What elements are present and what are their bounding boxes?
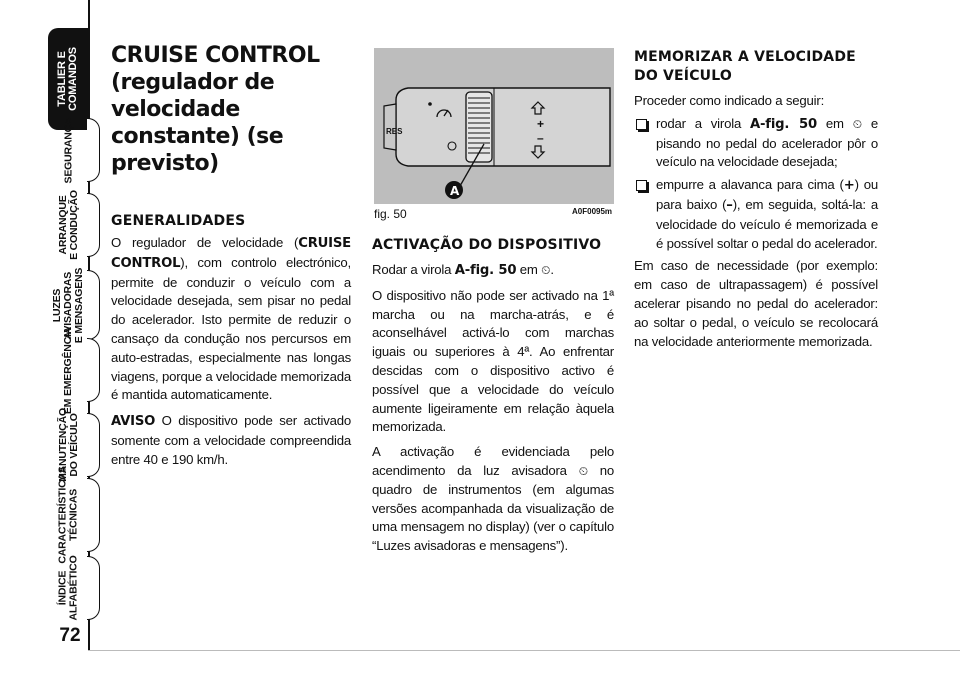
generalidades-section	[111, 212, 351, 470]
cruise-control-icon: ⏲	[541, 263, 551, 277]
text-run: O regulador de velocidade (	[111, 235, 299, 250]
aviso-label: AVISO	[111, 414, 156, 430]
text-run: rodar a virola	[656, 115, 750, 131]
tab-seguranca[interactable]	[50, 110, 88, 190]
fig-reference: A-fig. 50	[454, 263, 517, 278]
callout-a-label: A	[450, 184, 460, 198]
res-label: RES	[386, 127, 403, 136]
fig-reference: A-fig. 50	[750, 116, 817, 132]
figure-cruise-control-lever	[374, 48, 614, 204]
on-position-dot	[428, 102, 432, 106]
tab-label: EM EMERGÊNCIA	[62, 326, 75, 414]
memorizar-final-paragraph: Em caso de necessidade (por exemplo: em caso de ultrapassagem) é possível acelerar pisando no pedal do acelerador: ao soltar o pedal, o veículo se recolocará na velocidade anteriormente memorizada.	[634, 258, 878, 349]
tab-label: LUZES AVISADORAS E MENSAGENS	[51, 267, 86, 343]
page-title: CRUISE CONTROL (regulador de velocidade constante) (se previsto)	[111, 43, 320, 176]
aviso-paragraph	[111, 412, 351, 469]
plus-symbol: +	[843, 178, 855, 194]
text-run: A activação é evidenciada pelo acendimento da luz avisadora	[372, 444, 614, 478]
cruise-control-icon: ⏲	[852, 116, 862, 131]
activacao-paragraph-2: O dispositivo não pode ser activado na 1ª marcha ou na marcha-atrás, e é aconselhável activá-lo com marchas iguais ou superiores à 4ª. Ao enfrentar descidas com o dispositivo activo é possível que a velocidade do veículo aumente ligeiramente em relação àquela memorizada.	[372, 287, 614, 435]
memorizar-steps	[634, 115, 878, 254]
text-run: ), com controlo electrónico, permite de conduzir o veículo com a velocidade desejada, sem pisar no pedal do acelerador. Isto permite de reduzir o cansaço da condução nos percursos em auto-estradas, especialmente nas longas viagens, porque a velocidade memorizada é mantida automaticamente.	[111, 254, 351, 403]
section-heading: ACTIVAÇÃO DO DISPOSITIVO	[372, 237, 602, 253]
cruise-control-bold: CRUISE CONTROL	[111, 236, 351, 271]
activacao-paragraph-1	[372, 261, 614, 281]
text-run: em	[817, 115, 844, 131]
list-item	[634, 115, 878, 172]
text-run: ) ou para baixo (	[656, 177, 878, 212]
footer-rule	[88, 650, 960, 651]
bullet-box-icon	[636, 119, 647, 130]
list-item	[634, 176, 878, 253]
tab-label: TABLIER E COMANDOS	[56, 47, 80, 111]
text-run: O dispositivo pode ser activado somente com a velocidade compreendida entre 40 e 190 km/h.	[111, 413, 351, 467]
lever-body	[396, 88, 610, 166]
generalidades-paragraph	[111, 234, 351, 405]
activacao-section	[372, 236, 614, 556]
cruise-control-icon: ⏲	[578, 463, 588, 478]
tab-label: ÍNDICE ALFABÉTICO	[57, 555, 80, 621]
figure-code: A0F0095m	[572, 207, 613, 216]
memorizar-section	[634, 48, 878, 351]
tab-label: CARACTERÍSTICAS TÉCNICAS	[57, 466, 80, 564]
figure-caption: fig. 50	[374, 207, 407, 221]
section-heading: MEMORIZAR A VELOCIDADE DO VEÍCULO	[634, 49, 856, 84]
text-run: e pisando no pedal do acelerador pôr o veículo na velocidade desejada;	[656, 115, 878, 170]
tab-caracteristicas-tecnicas[interactable]	[50, 466, 88, 564]
activacao-paragraph-3	[372, 443, 614, 556]
text-run: ), em seguida, soltá-la: a velocidade do veículo é memorizada e é possível soltar o pedal do acelerador.	[656, 196, 878, 251]
tab-arranque-e-conducao[interactable]	[50, 185, 88, 265]
text-run: no quadro de instrumentos (em algumas versões acompanhada da visualização de uma mensagem no display) (ver o capítulo “Luzes avisadoras e mensagens”).	[372, 462, 615, 554]
section-heading: GENERALIDADES	[111, 213, 246, 229]
minus-label: –	[537, 131, 544, 145]
lever-illustration	[374, 48, 614, 204]
minus-symbol: –	[726, 197, 733, 213]
text-run: .	[550, 262, 554, 277]
bullet-box-icon	[636, 180, 647, 191]
text-run: Rodar a virola	[372, 262, 455, 277]
tab-em-emergencia[interactable]	[50, 326, 88, 414]
page-number: 72	[59, 625, 81, 646]
memorizar-intro: Proceder como indicado a seguir:	[634, 93, 825, 108]
tab-label: MANUTENÇÃO DO VEÍCULO	[57, 408, 81, 482]
text-run: empurre a alavanca para cima (	[656, 177, 844, 193]
tab-indice-alfabetico[interactable]	[50, 548, 88, 628]
tab-label: ARRANQUE E CONDUÇÃO	[57, 190, 81, 260]
tab-label: SEGURANÇA	[62, 117, 75, 183]
text-run: em	[516, 262, 538, 277]
plus-label: +	[537, 117, 545, 131]
